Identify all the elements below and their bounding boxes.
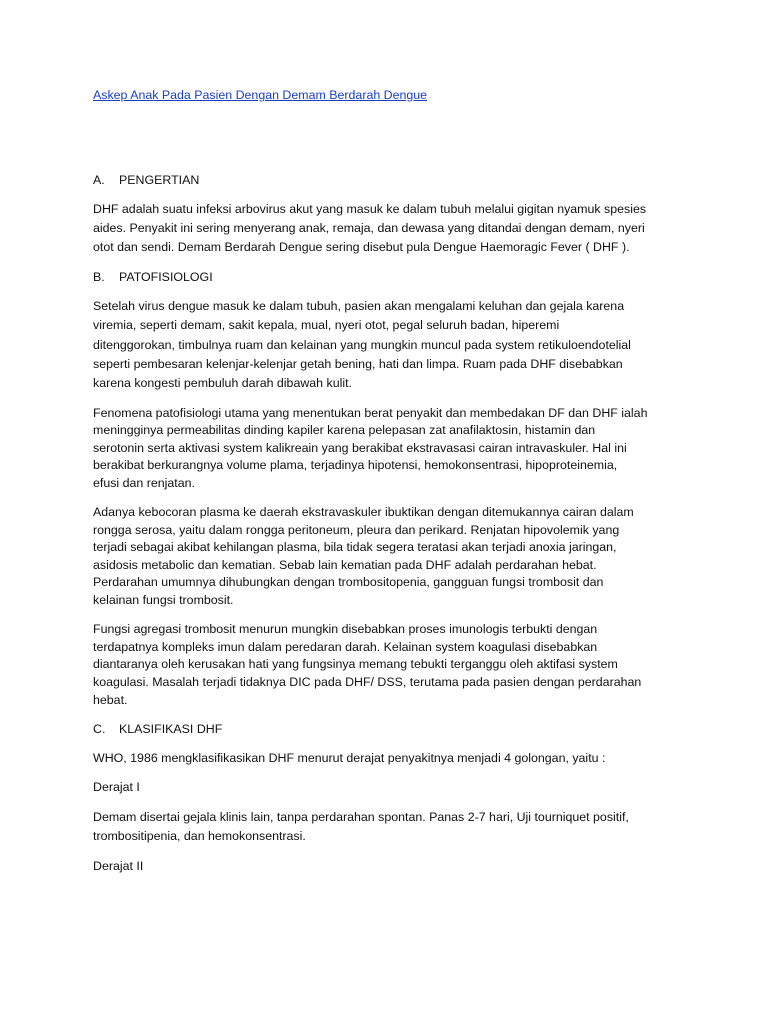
section-number: C. xyxy=(93,721,106,736)
paragraph-pengertian: DHF adalah suatu infeksi arbovirus akut yang masuk ke dalam tubuh melalui gigitan nyamuk spesies aides. Penyakit ini sering menyerang anak, remaja, dan dewasa yang ditandai dengan demam, nyeri otot dan sendi. Demam Berdarah Dengue sering disebut pula Dengue Haemoragic Fever ( DHF ). xyxy=(93,202,647,255)
grade-label-2: Derajat II xyxy=(93,858,144,873)
section-number: A. xyxy=(93,173,105,187)
paragraph-patofisiologi-4: Fungsi agregasi trombosit menurun mungkin disebabkan proses imunologis terbukti dengan terdapatnya kompleks imun dalam peredaran darah. Kelainan system koagulasi disebabkan diantaranya oleh kerusakan hati yang fungsinya memang tebukti terganggu oleh aktifasi system koagulasi. Masalah terjadi tidaknya DIC pada DHF/ DSS, terutama pada pasien dengan perdarahan hebat. xyxy=(93,622,642,707)
section-heading-klasifikasi xyxy=(93,721,683,738)
paragraph-patofisiologi-3: Adanya kebocoran plasma ke daerah ekstravaskuler ibuktikan dengan ditemukannya cairan dalam rongga serosa, yaitu dalam rongga peritoneum, pleura dan perikard. Renjatan hipovolemik yang terjadi sebagai akibat kehilangan plasma, bila tidak segera teratasi akan terjadi anoxia jaringan, asidosis metabolic dan kematian. Sebab lain kematian pada DHF adalah perdarahan hebat. Perdarahan umumnya dihubungkan dengan trombositopenia, gangguan fungsi trombosit dan kelainan fungsi trombosit. xyxy=(93,505,634,608)
section-heading-patofisiologi xyxy=(93,269,683,286)
paragraph-patofisiologi-1: Setelah virus dengue masuk ke dalam tubuh, pasien akan mengalami keluhan dan gejala karena viremia, seperti demam, sakit kepala, mual, nyeri otot, pegal seluruh badan, hiperemi ditenggorokan, timbulnya ruam dan kelainan yang mungkin muncul pada system retikuloendotelial seperti pembesaran kelenjar-kelenjar getah bening, hati dan limpa. Ruam pada DHF disebabkan karena kongesti pembuluh darah dibawah kulit. xyxy=(93,299,631,390)
section-title: PATOFISIOLOGI xyxy=(119,270,213,285)
paragraph-patofisiologi-2: Fenomena patofisiologi utama yang menentukan berat penyakit dan membedakan DF dan DHF ialah meningginya permeabilitas dinding kapiler karena pelepasan zat anafilaktosin, histamin dan serotonin serta aktivasi system kalikreain yang berakibat ekstravasasi cairan intravaskuler. Hal ini berakibat berkurangnya volume plama, terjadinya hipotensi, hemokonsentrasi, hipoproteinemia, efusi dan renjatan. xyxy=(93,405,648,490)
paragraph-klasifikasi: WHO, 1986 mengklasifikasikan DHF menurut derajat penyakitnya menjadi 4 golongan, yaitu : xyxy=(93,750,606,765)
section-number: B. xyxy=(93,270,105,285)
section-heading-pengertian xyxy=(93,172,683,189)
section-title: PENGERTIAN xyxy=(119,173,200,187)
document-title-link[interactable]: Askep Anak Pada Pasien Dengan Demam Berdarah Dengue xyxy=(93,88,428,102)
section-title: KLASIFIKASI DHF xyxy=(119,721,223,736)
grade-text-1: Demam disertai gejala klinis lain, tanpa perdarahan spontan. Panas 2-7 hari, Uji tourniquet positif, trombositipenia, dan hemokonsentrasi. xyxy=(93,809,629,844)
document-page xyxy=(93,86,683,886)
grade-label-1: Derajat I xyxy=(93,780,140,795)
